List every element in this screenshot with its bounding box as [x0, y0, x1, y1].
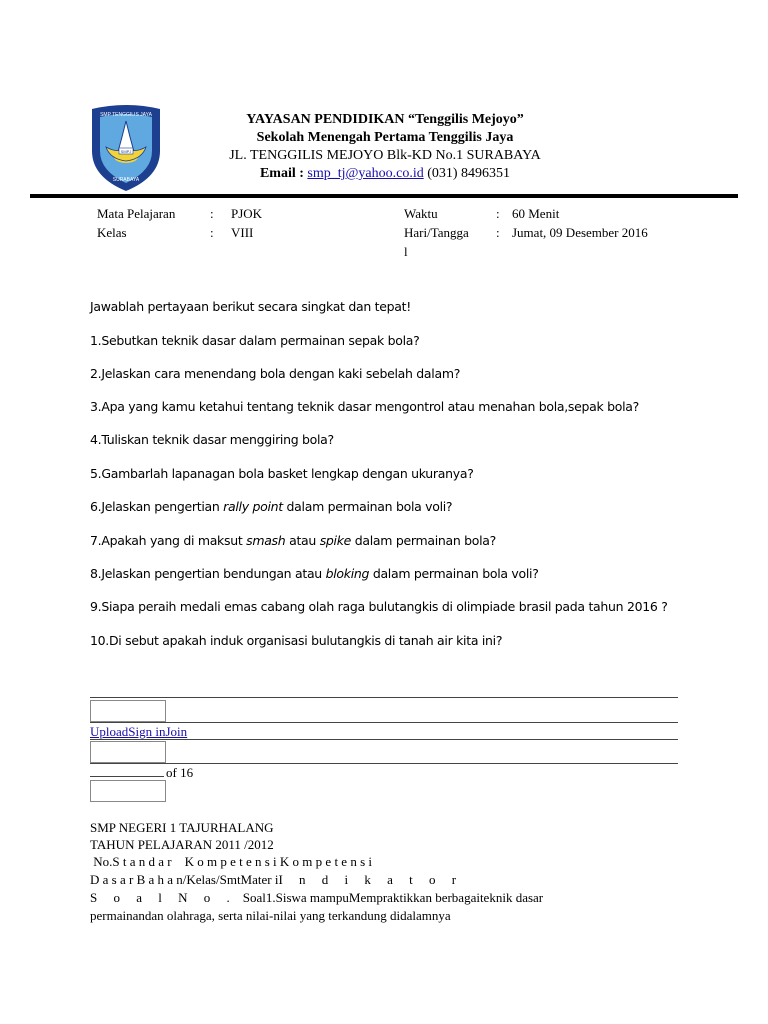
question-7-text-end: dalam permainan bola?	[351, 533, 496, 548]
widget-input-3[interactable]	[90, 780, 166, 802]
second-doc-school: SMP NEGERI 1 TAJURHALANG	[90, 820, 274, 835]
school-logo-shield-icon	[88, 103, 164, 193]
subject-label: Mata Pelajaran	[97, 206, 176, 221]
question-7	[90, 533, 496, 548]
logo-bottom-text: SURABAYA	[112, 177, 140, 183]
second-doc-line-4: permainandan olahraga, serta nilai-nilai yang terkandung didalamnya	[90, 908, 451, 923]
logo-center-text: SMPJ	[120, 149, 132, 154]
question-7-term-spike: spike	[319, 533, 352, 548]
logo-top-text: SMP TENGGILIS JAYA	[100, 112, 152, 118]
class-label: Kelas	[97, 225, 127, 240]
page-number-field[interactable]	[90, 765, 164, 777]
subject-colon: :	[210, 206, 214, 221]
school-logo	[88, 103, 164, 193]
widget-rule-2	[90, 722, 678, 723]
time-value: 60 Menit	[512, 206, 560, 221]
auth-links	[90, 724, 187, 740]
join-link[interactable]: Join	[165, 724, 188, 739]
class-colon: :	[210, 225, 214, 240]
instructions: Jawablah pertayaan berikut secara singkat dan tepat!	[90, 299, 411, 314]
question-1: 1.Sebutkan teknik dasar dalam permainan sepak bola?	[90, 333, 420, 348]
date-colon: :	[496, 225, 500, 240]
second-doc-line-2: D a s a r B a h a n/Kelas/SmtMater iI n d i k a t o r	[90, 872, 457, 887]
time-colon: :	[496, 206, 500, 221]
question-6-term: rally point	[223, 499, 283, 514]
widget-rule-top	[90, 697, 678, 698]
widget-input-2[interactable]	[90, 741, 166, 763]
foundation-name: YAYASAN PENDIDIKAN “Tenggilis Mejoyo”	[246, 112, 524, 127]
question-7-conj: atau	[285, 533, 320, 548]
question-8	[90, 566, 539, 581]
question-4: 4.Tuliskan teknik dasar menggiring bola?	[90, 432, 334, 447]
question-5: 5.Gambarlah lapanagan bola basket lengkap dengan ukuranya?	[90, 466, 474, 481]
date-value: Jumat, 09 Desember 2016	[512, 225, 648, 240]
school-name: Sekolah Menengah Pertama Tenggilis Jaya	[256, 130, 514, 145]
date-label-wrap: l	[404, 244, 408, 259]
question-9: 9.Siapa peraih medali emas cabang olah raga bulutangkis di olimpiade brasil pada tahun 2016 ?	[90, 599, 668, 614]
second-doc-year: TAHUN PELAJARAN 2011 /2012	[90, 837, 274, 852]
phone-number: (031) 8496351	[427, 166, 511, 181]
question-8-term: bloking	[325, 566, 370, 581]
second-doc-line-1: No.S t a n d a r K o m p e t e n s i K o m p e t e n s i	[90, 854, 372, 869]
question-8-text: 8.Jelaskan pengertian bendungan atau	[90, 566, 326, 581]
email-link[interactable]: smp_tj@yahoo.co.id	[307, 166, 424, 181]
class-value: VIII	[231, 225, 254, 240]
sign-in-link[interactable]: Sign in	[128, 724, 166, 739]
letterhead-rule	[30, 194, 738, 198]
second-doc-line-3-b: Soal1.Siswa mampuMempraktikkan berbagaiteknik dasar	[242, 890, 544, 905]
upload-link[interactable]: Upload	[90, 724, 129, 739]
question-6-text-end: dalam permainan bola voli?	[282, 499, 453, 514]
contact-line	[160, 166, 610, 182]
question-6	[90, 499, 452, 514]
widget-rule-3	[90, 739, 678, 740]
widget-rule-4	[90, 763, 678, 764]
question-7-text: 7.Apakah yang di maksut	[90, 533, 247, 548]
school-address: JL. TENGGILIS MEJOYO Blk-KD No.1 SURABAYA	[229, 148, 541, 163]
second-doc-line-3	[90, 890, 543, 906]
question-6-text: 6.Jelaskan pengertian	[90, 499, 224, 514]
page-count: of 16	[166, 765, 194, 780]
question-8-text-end: dalam permainan bola voli?	[369, 566, 539, 581]
widget-input-1[interactable]	[90, 700, 166, 722]
email-label: Email :	[259, 166, 304, 181]
subject-value: PJOK	[231, 206, 263, 221]
date-label: Hari/Tangga	[404, 225, 469, 240]
second-doc-line-3-a: S o a l N o .	[90, 890, 230, 905]
question-3: 3.Apa yang kamu ketahui tentang teknik dasar mengontrol atau menahan bola,sepak bola?	[90, 399, 639, 414]
question-7-term-smash: smash	[246, 533, 286, 548]
question-10: 10.Di sebut apakah induk organisasi bulutangkis di tanah air kita ini?	[90, 633, 503, 648]
question-2: 2.Jelaskan cara menendang bola dengan kaki sebelah dalam?	[90, 366, 461, 381]
time-label: Waktu	[404, 206, 438, 221]
